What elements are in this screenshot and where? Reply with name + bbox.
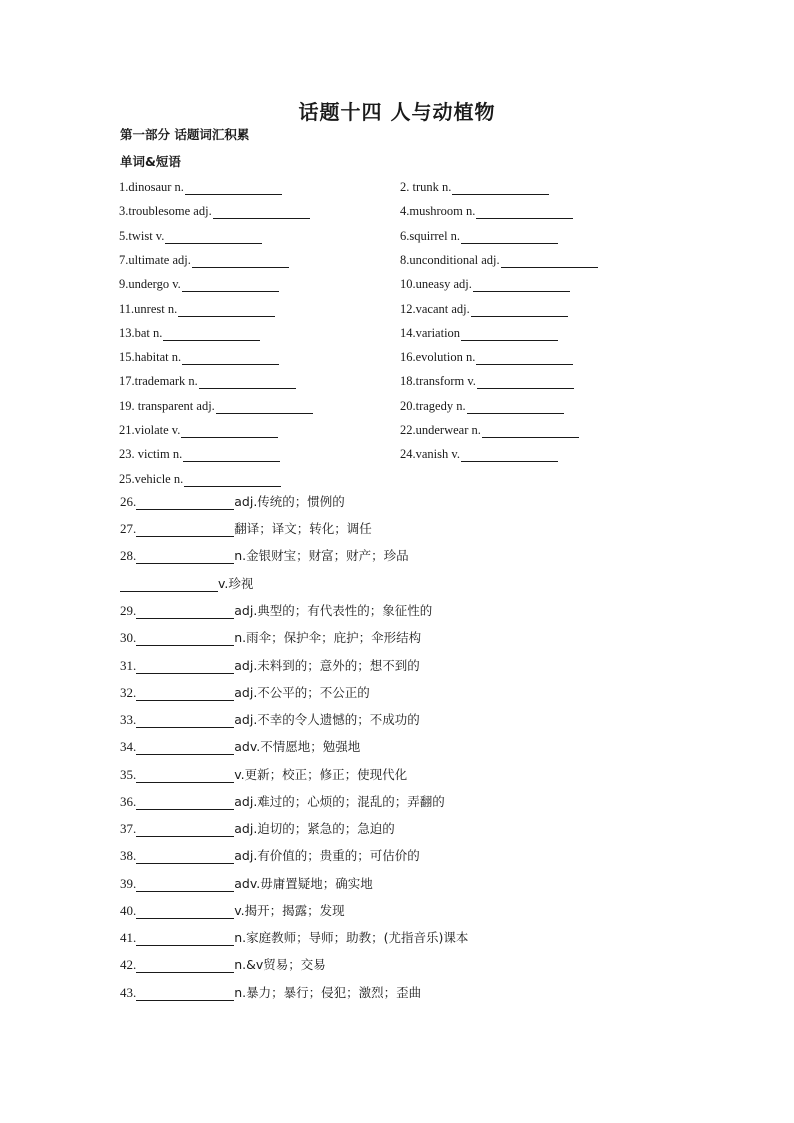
answer-blank[interactable] xyxy=(136,960,234,973)
definition-item xyxy=(120,546,409,564)
answer-blank[interactable] xyxy=(136,879,234,892)
answer-blank[interactable] xyxy=(184,474,281,487)
vocab-term: 1.dinosaur n. xyxy=(119,180,184,194)
definition-text: 翻译；译文；转化；调任 xyxy=(234,521,372,536)
definition-text: adj.不幸的令人遗憾的；不成功的 xyxy=(234,712,420,727)
answer-blank[interactable] xyxy=(461,328,558,341)
vocab-item xyxy=(400,201,573,219)
answer-blank[interactable] xyxy=(461,449,558,462)
item-number: 43. xyxy=(120,985,137,1000)
vocab-item xyxy=(119,420,278,438)
item-number: 29. xyxy=(120,603,137,618)
definition-text: v.揭开；揭露；发现 xyxy=(234,903,345,918)
definition-item xyxy=(120,955,326,973)
definition-text: adj.迫切的；紧急的；急迫的 xyxy=(234,821,395,836)
vocab-item xyxy=(400,347,573,365)
answer-blank[interactable] xyxy=(192,255,289,268)
definition-text: adv.不情愿地；勉强地 xyxy=(234,739,361,754)
definition-item xyxy=(120,492,345,510)
vocab-item xyxy=(119,226,262,244)
vocab-item xyxy=(400,371,574,389)
vocab-item xyxy=(400,177,549,195)
item-number: 30. xyxy=(120,630,137,645)
vocab-term: 25.vehicle n. xyxy=(119,471,184,486)
definition-text: adj.典型的；有代表性的；象征性的 xyxy=(234,603,433,618)
answer-blank[interactable] xyxy=(181,425,278,438)
vocab-term: 6.squirrel n. xyxy=(400,228,461,243)
answer-blank[interactable] xyxy=(136,551,234,564)
item-number: 38. xyxy=(120,848,137,863)
definition-text: v.更新；校正；修正；使现代化 xyxy=(234,767,408,782)
definition-text: adj.未料到的；意外的；想不到的 xyxy=(234,658,420,673)
vocab-term: 12.vacant adj. xyxy=(400,301,470,316)
item-number: 35. xyxy=(120,767,137,782)
definition-item xyxy=(120,901,345,919)
vocab-term: 18.transform v. xyxy=(400,374,476,389)
vocab-term: 17.trademark n. xyxy=(119,374,198,389)
definition-item xyxy=(120,765,407,783)
item-number: 32. xyxy=(120,685,137,700)
definition-text: adj.难过的；心烦的；混乱的；弄翻的 xyxy=(234,794,445,809)
answer-blank[interactable] xyxy=(477,376,574,389)
answer-blank[interactable] xyxy=(136,688,234,701)
item-number: 27. xyxy=(120,521,137,536)
definition-item xyxy=(120,656,420,674)
answer-blank[interactable] xyxy=(136,715,234,728)
answer-blank[interactable] xyxy=(136,933,234,946)
page-title: 话题十四 人与动植物 xyxy=(298,100,496,124)
vocab-item xyxy=(119,323,260,341)
answer-blank[interactable] xyxy=(136,824,234,837)
answer-blank[interactable] xyxy=(199,376,296,389)
definition-text: n.暴力；暴行；侵犯；激烈；歪曲 xyxy=(234,985,422,1000)
answer-blank[interactable] xyxy=(136,742,234,755)
answer-blank[interactable] xyxy=(501,255,598,268)
vocab-item xyxy=(119,177,282,195)
vocab-item xyxy=(119,371,296,389)
answer-blank[interactable] xyxy=(213,206,310,219)
vocab-term: 23. victim n. xyxy=(119,447,183,462)
definition-text: adj.有价值的；贵重的；可估价的 xyxy=(234,848,420,863)
item-number: 31. xyxy=(120,658,137,673)
definition-text: adj.不公平的；不公正的 xyxy=(234,685,370,700)
definition-item xyxy=(120,574,253,592)
definition-text: adv.毋庸置疑地；确实地 xyxy=(234,876,373,891)
answer-blank[interactable] xyxy=(216,401,313,414)
answer-blank[interactable] xyxy=(183,449,280,462)
answer-blank[interactable] xyxy=(136,661,234,674)
vocab-term: 8.unconditional adj. xyxy=(400,252,500,267)
vocab-item xyxy=(400,226,558,244)
answer-blank[interactable] xyxy=(136,633,234,646)
sub-heading: 单词&短语 xyxy=(120,154,181,169)
definition-item xyxy=(120,601,432,619)
vocab-term: 10.uneasy adj. xyxy=(400,277,472,292)
answer-blank[interactable] xyxy=(120,579,218,592)
vocab-item xyxy=(119,469,281,487)
definition-item xyxy=(120,710,420,728)
definition-text: n.家庭教师；导师；助教；(尤指音乐)课本 xyxy=(234,930,469,945)
definition-item xyxy=(120,983,421,1001)
vocab-term: 20.tragedy n. xyxy=(400,398,466,413)
item-number: 26. xyxy=(120,494,137,509)
vocab-term: 21.violate v. xyxy=(119,423,181,437)
answer-blank[interactable] xyxy=(136,851,234,864)
vocab-item xyxy=(119,201,310,219)
item-number: 34. xyxy=(120,739,137,754)
definition-item xyxy=(120,874,373,892)
vocab-term: 14.variation xyxy=(400,325,461,340)
definition-text: n.金银财宝；财富；财产；珍品 xyxy=(234,548,409,563)
answer-blank[interactable] xyxy=(467,401,564,414)
vocab-item xyxy=(400,323,558,341)
definition-item xyxy=(120,792,445,810)
answer-blank[interactable] xyxy=(136,497,234,510)
vocab-term: 19. transparent adj. xyxy=(119,398,215,413)
item-number: 41. xyxy=(120,930,137,945)
vocab-term: 9.undergo v. xyxy=(119,277,181,292)
vocab-term: 3.troublesome adj. xyxy=(119,204,212,219)
answer-blank[interactable] xyxy=(476,352,573,365)
answer-blank[interactable] xyxy=(136,524,234,537)
vocab-item xyxy=(119,250,289,268)
vocab-term: 16.evolution n. xyxy=(400,350,476,365)
vocab-item xyxy=(119,347,279,365)
answer-blank[interactable] xyxy=(473,279,570,292)
vocab-item xyxy=(119,299,275,317)
vocab-item xyxy=(400,444,558,462)
vocab-item xyxy=(119,444,280,462)
definition-item xyxy=(120,928,468,946)
answer-blank[interactable] xyxy=(452,182,549,195)
answer-blank[interactable] xyxy=(136,797,234,810)
definition-item xyxy=(120,519,372,537)
definition-item xyxy=(120,683,370,701)
definition-item xyxy=(120,846,420,864)
answer-blank[interactable] xyxy=(136,606,234,619)
item-number: 39. xyxy=(120,876,137,891)
vocab-term: 22.underwear n. xyxy=(400,423,481,437)
vocab-item xyxy=(400,250,598,268)
definition-text: v.珍视 xyxy=(218,576,254,591)
definition-item xyxy=(120,737,360,755)
vocab-item xyxy=(119,396,313,414)
vocab-item xyxy=(119,274,279,292)
definition-item xyxy=(120,628,421,646)
answer-blank[interactable] xyxy=(136,906,234,919)
part-heading: 第一部分 话题词汇积累 xyxy=(120,127,250,142)
vocab-item xyxy=(400,396,564,414)
vocab-term: 11.unrest n. xyxy=(119,301,178,316)
item-number: 36. xyxy=(120,794,137,809)
vocab-term: 2. trunk n. xyxy=(400,180,452,194)
answer-blank[interactable] xyxy=(165,231,262,244)
answer-blank[interactable] xyxy=(136,770,234,783)
vocab-item xyxy=(400,274,570,292)
definition-item xyxy=(120,819,395,837)
vocab-term: 13.bat n. xyxy=(119,325,163,340)
answer-blank[interactable] xyxy=(476,206,573,219)
answer-blank[interactable] xyxy=(136,988,234,1001)
vocab-item xyxy=(400,299,568,317)
vocab-item xyxy=(400,420,579,438)
answer-blank[interactable] xyxy=(471,304,568,317)
definition-text: adj.传统的；惯例的 xyxy=(234,494,345,509)
answer-blank[interactable] xyxy=(482,425,579,438)
answer-blank[interactable] xyxy=(182,279,279,292)
definition-text: n.&v贸易；交易 xyxy=(234,957,326,972)
item-number: 42. xyxy=(120,957,137,972)
item-number: 28. xyxy=(120,548,137,563)
answer-blank[interactable] xyxy=(185,182,282,195)
vocab-term: 7.ultimate adj. xyxy=(119,252,191,267)
vocab-term: 15.habitat n. xyxy=(119,350,182,365)
item-number: 33. xyxy=(120,712,137,727)
vocab-term: 4.mushroom n. xyxy=(400,204,476,219)
definition-text: n.雨伞；保护伞；庇护；伞形结构 xyxy=(234,630,422,645)
item-number: 37. xyxy=(120,821,137,836)
answer-blank[interactable] xyxy=(461,231,558,244)
item-number: 40. xyxy=(120,903,137,918)
answer-blank[interactable] xyxy=(163,328,260,341)
vocab-term: 5.twist v. xyxy=(119,228,165,243)
answer-blank[interactable] xyxy=(182,352,279,365)
answer-blank[interactable] xyxy=(178,304,275,317)
vocab-term: 24.vanish v. xyxy=(400,447,460,462)
